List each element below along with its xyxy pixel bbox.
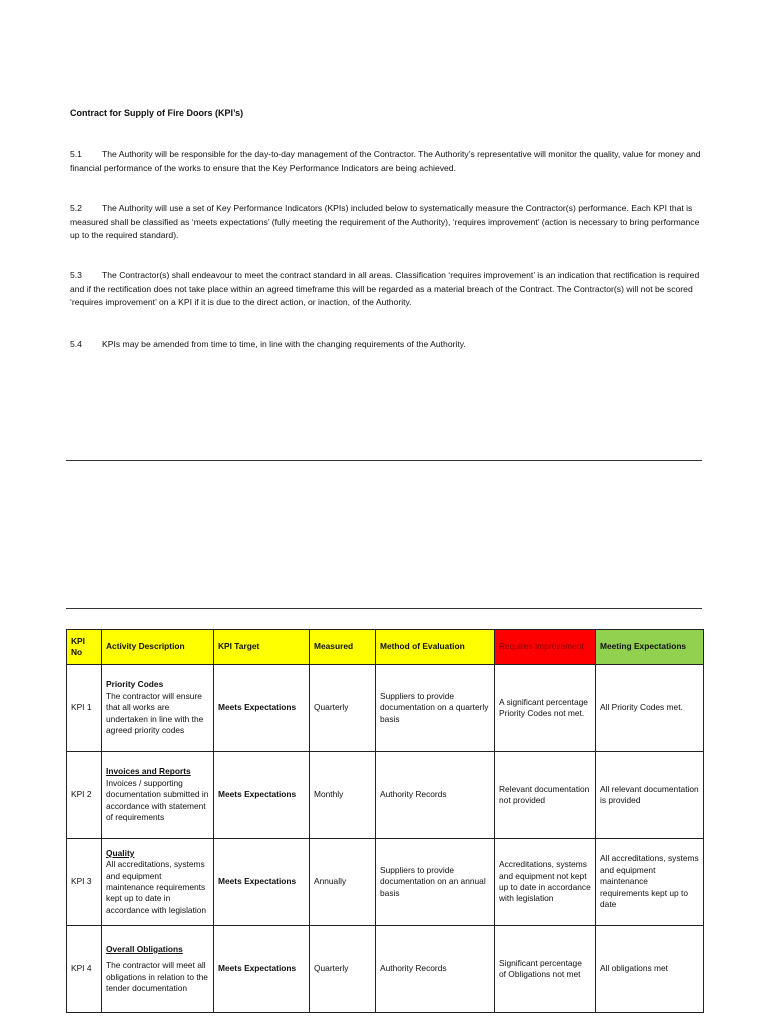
clause-text: KPIs may be amended from time to time, in line with the changing requirements of the Authority. bbox=[102, 339, 466, 349]
requires-improvement-criteria: Accreditations, systems and equipment not kept up to date in accordance with legislation bbox=[495, 839, 596, 926]
measured-frequency: Annually bbox=[310, 839, 376, 926]
kpi-number: KPI 4 bbox=[67, 926, 102, 1013]
header-kpi-no: KPI No bbox=[67, 630, 102, 665]
kpi-number: KPI 3 bbox=[67, 839, 102, 926]
header-requires-improvement: Requires Improvement bbox=[495, 630, 596, 665]
kpi-table bbox=[66, 629, 704, 1013]
activity-text: The contractor will ensure that all works are undertaken in line with the agreed priority codes bbox=[106, 690, 204, 736]
activity-title: Quality bbox=[106, 847, 135, 858]
meeting-expectations-criteria: All Priority Codes met. bbox=[596, 665, 704, 752]
table-row bbox=[67, 926, 704, 1013]
header-method: Method of Evaluation bbox=[376, 630, 495, 665]
clause-5-4 bbox=[70, 338, 710, 352]
activity-title: Overall Obligations bbox=[106, 943, 183, 954]
page-divider-2 bbox=[66, 608, 702, 609]
clause-number: 5.3 bbox=[70, 270, 82, 280]
measured-frequency: Monthly bbox=[310, 752, 376, 839]
clause-text: The Contractor(s) shall endeavour to meet the contract standard in all areas. Classification ‘requires improvement’ is an indication that rectification is required and if the rectification does not take place within an agreed timeframe this will be regarded as a material breach of the Contract. The Contractor(s) will not be scored ‘requires improvement’ on a KPI if it is due to the direct action, or inaction, of the Authority. bbox=[70, 270, 700, 307]
activity-text: Invoices / supporting documentation submitted in accordance with statement of requirements bbox=[106, 777, 209, 823]
clause-5-3 bbox=[70, 269, 710, 310]
evaluation-method: Suppliers to provide documentation on a quarterly basis bbox=[376, 665, 495, 752]
requires-improvement-criteria: Relevant documentation not provided bbox=[495, 752, 596, 839]
kpi-target: Meets Expectations bbox=[214, 839, 310, 926]
header-activity: Activity Description bbox=[102, 630, 214, 665]
kpi-target: Meets Expectations bbox=[214, 752, 310, 839]
table-header-row bbox=[67, 630, 704, 665]
clause-text: The Authority will be responsible for the day-to-day management of the Contractor. The Authority’s representative will monitor the quality, value for money and financial performance of the works to ensure that the Key Performance Indicators are being achieved. bbox=[70, 149, 701, 173]
activity-cell bbox=[102, 752, 214, 839]
clause-5-2 bbox=[70, 202, 710, 243]
activity-text: All accreditations, systems and equipment maintenance requirements kept up to date in accordance with legislation bbox=[106, 859, 207, 915]
activity-text: The contractor will meet all obligations in relation to the tender documentation bbox=[106, 960, 208, 993]
activity-title: Priority Codes bbox=[106, 679, 164, 690]
measured-frequency: Quarterly bbox=[310, 926, 376, 1013]
kpi-number: KPI 1 bbox=[67, 665, 102, 752]
clause-5-1 bbox=[70, 148, 710, 175]
activity-cell bbox=[102, 839, 214, 926]
header-target: KPI Target bbox=[214, 630, 310, 665]
kpi-target: Meets Expectations bbox=[214, 926, 310, 1013]
measured-frequency: Quarterly bbox=[310, 665, 376, 752]
clause-text: The Authority will use a set of Key Performance Indicators (KPIs) included below to systematically measure the Contractor(s) performance. Each KPI that is measured shall be classified as ‘meets expectations’ (fully meeting the requirement of the Authority), ‘requires improvement’ (action is necessary to bring performance up to the required standard). bbox=[70, 203, 700, 240]
kpi-number: KPI 2 bbox=[67, 752, 102, 839]
requires-improvement-criteria: A significant percentage Priority Codes not met. bbox=[495, 665, 596, 752]
page-divider-1 bbox=[66, 460, 702, 461]
document-title: Contract for Supply of Fire Doors (KPI’s) bbox=[70, 108, 244, 118]
evaluation-method: Authority Records bbox=[376, 752, 495, 839]
table-row bbox=[67, 752, 704, 839]
activity-title: Invoices and Reports bbox=[106, 766, 191, 777]
meeting-expectations-criteria: All obligations met bbox=[596, 926, 704, 1013]
meeting-expectations-criteria: All relevant documentation is provided bbox=[596, 752, 704, 839]
evaluation-method: Authority Records bbox=[376, 926, 495, 1013]
kpi-target: Meets Expectations bbox=[214, 665, 310, 752]
header-meeting-expectations: Meeting Expectations bbox=[596, 630, 704, 665]
table-row bbox=[67, 839, 704, 926]
header-measured: Measured bbox=[310, 630, 376, 665]
clause-number: 5.4 bbox=[70, 339, 82, 349]
clause-number: 5.1 bbox=[70, 149, 82, 159]
meeting-expectations-criteria: All accreditations, systems and equipment maintenance requirements kept up to date bbox=[596, 839, 704, 926]
table-row bbox=[67, 665, 704, 752]
activity-cell bbox=[102, 665, 214, 752]
clause-number: 5.2 bbox=[70, 203, 82, 213]
requires-improvement-criteria: Significant percentage of Obligations not met bbox=[495, 926, 596, 1013]
activity-cell bbox=[102, 926, 214, 1013]
evaluation-method: Suppliers to provide documentation on an annual basis bbox=[376, 839, 495, 926]
